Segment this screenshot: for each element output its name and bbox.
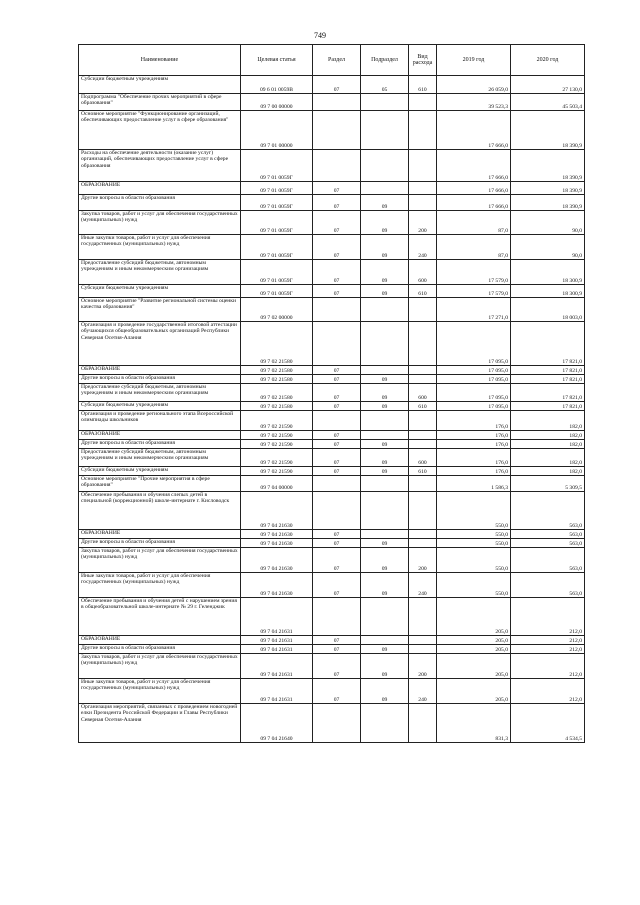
row-name: ОБРАЗОВАНИЕ — [79, 530, 241, 539]
row-value-2019: 550,0 — [437, 492, 511, 530]
row-name: ОБРАЗОВАНИЕ — [79, 431, 241, 440]
row-target-code: 09 7 02 21580 — [241, 384, 313, 402]
row-value-2019: 17 095,0 — [437, 366, 511, 375]
row-subsection: 09 — [361, 375, 409, 384]
row-value-2020: 563,0 — [511, 539, 585, 548]
row-value-2020: 563,0 — [511, 548, 585, 573]
row-subsection — [361, 431, 409, 440]
row-target-code: 09 7 04 21630 — [241, 573, 313, 598]
row-subsection: 09 — [361, 539, 409, 548]
row-target-code: 09 7 02 21590 — [241, 440, 313, 449]
table-row — [79, 76, 585, 94]
row-expense-type: 200 — [409, 211, 437, 235]
row-value-2020: 18 300,9 — [511, 285, 585, 298]
row-subsection: 09 — [361, 449, 409, 467]
header-subsection: Подраздел — [361, 45, 409, 76]
table-row — [79, 195, 585, 211]
row-value-2020: 212,0 — [511, 654, 585, 679]
table-row — [79, 235, 585, 260]
row-target-code: 09 7 02 21590 — [241, 467, 313, 476]
row-expense-type — [409, 440, 437, 449]
row-expense-type — [409, 94, 437, 111]
row-value-2019: 87,0 — [437, 235, 511, 260]
row-subsection — [361, 150, 409, 182]
header-section: Раздел — [313, 45, 361, 76]
row-name: Предоставление субсидий бюджетным, автономным учреждениям и иным некоммерческим организациям — [79, 384, 241, 402]
row-subsection — [361, 598, 409, 636]
row-section: 07 — [313, 548, 361, 573]
row-name: Организация мероприятий, связанных с проведением новогодней елки Президента Российской Федерации и Главы Республики Северная Осетия-Алания — [79, 704, 241, 743]
row-section: 07 — [313, 636, 361, 645]
row-target-code: 09 7 04 21630 — [241, 548, 313, 573]
row-name: Субсидии бюджетным учреждениям — [79, 402, 241, 411]
table-row — [79, 150, 585, 182]
row-target-code: 09 7 04 00000 — [241, 476, 313, 492]
row-subsection — [361, 94, 409, 111]
row-target-code: 09 7 02 21580 — [241, 375, 313, 384]
row-section — [313, 150, 361, 182]
row-subsection: 09 — [361, 679, 409, 704]
table-row — [79, 476, 585, 492]
row-subsection: 09 — [361, 260, 409, 285]
row-subsection: 09 — [361, 440, 409, 449]
table-row — [79, 449, 585, 467]
header-name: Наименование — [79, 45, 241, 76]
row-name: Предоставление субсидий бюджетным, автономным учреждениям и иным некоммерческим организациям — [79, 260, 241, 285]
row-expense-type — [409, 492, 437, 530]
row-expense-type: 600 — [409, 260, 437, 285]
row-value-2020: 212,0 — [511, 679, 585, 704]
row-name: ОБРАЗОВАНИЕ — [79, 636, 241, 645]
row-target-code: 09 7 04 21631 — [241, 636, 313, 645]
row-section: 07 — [313, 384, 361, 402]
table-row — [79, 285, 585, 298]
row-expense-type — [409, 322, 437, 366]
row-value-2019: 176,0 — [437, 449, 511, 467]
table-row — [79, 573, 585, 598]
row-expense-type: 240 — [409, 679, 437, 704]
row-target-code: 09 7 04 21640 — [241, 704, 313, 743]
table-row — [79, 411, 585, 431]
table-row — [79, 322, 585, 366]
row-target-code: 09 7 04 21631 — [241, 679, 313, 704]
row-name: Предоставление субсидий бюджетным, автономным учреждениям и иным некоммерческим организациям — [79, 449, 241, 467]
table-header-row — [79, 45, 585, 76]
row-expense-type — [409, 645, 437, 654]
row-value-2019: 550,0 — [437, 573, 511, 598]
row-value-2020: 18 390,9 — [511, 111, 585, 150]
row-target-code: 09 7 04 21630 — [241, 530, 313, 539]
row-subsection: 05 — [361, 76, 409, 94]
row-expense-type: 610 — [409, 467, 437, 476]
row-name: Обеспечение пребывания и обучения детей с нарушением зрения в общеобразовательной школе-интернате № 29 г. Геленджик — [79, 598, 241, 636]
row-section — [313, 492, 361, 530]
budget-table — [78, 44, 585, 743]
row-value-2020: 18 390,9 — [511, 150, 585, 182]
table-row — [79, 548, 585, 573]
row-target-code: 09 7 02 00000 — [241, 298, 313, 322]
row-value-2019: 17 666,0 — [437, 195, 511, 211]
row-target-code: 09 7 01 0059Г — [241, 235, 313, 260]
row-target-code: 09 7 04 21631 — [241, 598, 313, 636]
row-section: 07 — [313, 366, 361, 375]
row-target-code: 09 7 04 21630 — [241, 492, 313, 530]
row-name: Субсидии бюджетным учреждениям — [79, 467, 241, 476]
row-name: Основное мероприятие "Прочие мероприятия в сфере образования" — [79, 476, 241, 492]
row-value-2019: 17 095,0 — [437, 322, 511, 366]
row-name: Основное мероприятие "Развитие региональной системы оценки качества образования" — [79, 298, 241, 322]
row-target-code: 09 7 02 21590 — [241, 449, 313, 467]
row-value-2020: 182,0 — [511, 449, 585, 467]
row-expense-type — [409, 411, 437, 431]
row-value-2019: 26 059,0 — [437, 76, 511, 94]
row-target-code: 09 7 02 21580 — [241, 322, 313, 366]
row-value-2020: 27 130,0 — [511, 76, 585, 94]
row-subsection — [361, 298, 409, 322]
row-value-2019: 17 095,0 — [437, 402, 511, 411]
table-row — [79, 654, 585, 679]
row-target-code: 09 7 04 21631 — [241, 645, 313, 654]
row-section: 07 — [313, 539, 361, 548]
table-row — [79, 431, 585, 440]
table-row — [79, 539, 585, 548]
row-name: ОБРАЗОВАНИЕ — [79, 182, 241, 195]
row-name: Организация и проведение государственной итоговой аттестации обучающихся общеобразовательных организаций Республики Северная Осетия-Алания — [79, 322, 241, 366]
row-value-2020: 182,0 — [511, 431, 585, 440]
page-number: 749 — [314, 31, 326, 40]
row-name: Иные закупки товаров, работ и услуг для обеспечения государственных (муниципальных) нужд — [79, 235, 241, 260]
row-expense-type — [409, 111, 437, 150]
row-subsection — [361, 476, 409, 492]
row-value-2020: 17 821,0 — [511, 402, 585, 411]
row-value-2019: 39 523,3 — [437, 94, 511, 111]
row-target-code: 09 6 01 0059В — [241, 76, 313, 94]
row-value-2020: 5 309,5 — [511, 476, 585, 492]
table-row — [79, 384, 585, 402]
table-row — [79, 94, 585, 111]
row-value-2019: 550,0 — [437, 539, 511, 548]
table-body — [79, 76, 585, 743]
row-subsection — [361, 322, 409, 366]
row-section: 07 — [313, 431, 361, 440]
row-expense-type — [409, 530, 437, 539]
row-section: 07 — [313, 467, 361, 476]
row-section — [313, 322, 361, 366]
row-expense-type — [409, 182, 437, 195]
table-row — [79, 530, 585, 539]
table-row — [79, 375, 585, 384]
row-value-2019: 87,0 — [437, 211, 511, 235]
row-value-2020: 90,0 — [511, 211, 585, 235]
row-section: 07 — [313, 679, 361, 704]
row-expense-type: 610 — [409, 402, 437, 411]
row-section: 07 — [313, 211, 361, 235]
row-name: Основное мероприятие "Функционирование организаций, обеспечивающих предоставление услуг в сфере образования" — [79, 111, 241, 150]
row-name: Субсидии бюджетным учреждениям — [79, 76, 241, 94]
row-value-2020: 18 390,9 — [511, 195, 585, 211]
row-name: Закупка товаров, работ и услуг для обеспечения государственных (муниципальных) нужд — [79, 211, 241, 235]
row-name: Другие вопросы в области образования — [79, 645, 241, 654]
row-value-2019: 176,0 — [437, 431, 511, 440]
row-value-2020: 563,0 — [511, 530, 585, 539]
table-row — [79, 679, 585, 704]
row-section: 07 — [313, 449, 361, 467]
row-name: ОБРАЗОВАНИЕ — [79, 366, 241, 375]
row-target-code: 09 7 02 21590 — [241, 431, 313, 440]
row-section — [313, 598, 361, 636]
row-expense-type — [409, 375, 437, 384]
row-value-2020: 182,0 — [511, 411, 585, 431]
row-subsection — [361, 492, 409, 530]
row-target-code: 09 7 01 00000 — [241, 111, 313, 150]
row-section: 07 — [313, 530, 361, 539]
table-row — [79, 182, 585, 195]
row-value-2019: 205,0 — [437, 654, 511, 679]
row-target-code: 09 7 02 21590 — [241, 411, 313, 431]
row-target-code: 09 7 04 21630 — [241, 539, 313, 548]
row-expense-type — [409, 298, 437, 322]
table-row — [79, 298, 585, 322]
row-expense-type: 240 — [409, 573, 437, 598]
row-name: Организация и проведение регионального этапа Всероссийской олимпиады школьников — [79, 411, 241, 431]
row-section: 07 — [313, 573, 361, 598]
row-value-2020: 563,0 — [511, 492, 585, 530]
row-target-code: 09 7 01 0059Г — [241, 182, 313, 195]
row-name: Другие вопросы в области образования — [79, 375, 241, 384]
row-target-code: 09 7 01 0059Г — [241, 260, 313, 285]
row-target-code: 09 7 01 0059Г — [241, 211, 313, 235]
row-expense-type: 600 — [409, 449, 437, 467]
row-name: Подпрограмма "Обеспечение прочих мероприятий в сфере образования" — [79, 94, 241, 111]
table-row — [79, 211, 585, 235]
row-value-2019: 176,0 — [437, 440, 511, 449]
row-subsection: 09 — [361, 573, 409, 598]
row-value-2020: 17 821,0 — [511, 384, 585, 402]
row-section: 07 — [313, 440, 361, 449]
row-subsection — [361, 111, 409, 150]
row-expense-type: 200 — [409, 654, 437, 679]
table-row — [79, 260, 585, 285]
row-value-2019: 17 095,0 — [437, 375, 511, 384]
row-section: 07 — [313, 645, 361, 654]
row-value-2020: 18 300,9 — [511, 260, 585, 285]
row-expense-type — [409, 598, 437, 636]
row-value-2020: 17 821,0 — [511, 366, 585, 375]
row-value-2019: 1 586,3 — [437, 476, 511, 492]
row-target-code: 09 7 01 0059Г — [241, 150, 313, 182]
row-value-2019: 17 095,0 — [437, 384, 511, 402]
row-value-2020: 4 534,5 — [511, 704, 585, 743]
row-value-2019: 176,0 — [437, 467, 511, 476]
row-expense-type — [409, 366, 437, 375]
row-subsection: 09 — [361, 235, 409, 260]
row-subsection: 09 — [361, 467, 409, 476]
row-section — [313, 111, 361, 150]
row-section: 07 — [313, 182, 361, 195]
row-target-code: 09 7 04 21631 — [241, 654, 313, 679]
table-row — [79, 366, 585, 375]
row-value-2019: 205,0 — [437, 645, 511, 654]
row-section: 07 — [313, 375, 361, 384]
row-subsection — [361, 530, 409, 539]
row-name: Расходы на обеспечение деятельности (оказание услуг) организаций, обеспечивающих предоставление услуг в сфере образования — [79, 150, 241, 182]
row-section — [313, 298, 361, 322]
row-value-2019: 831,3 — [437, 704, 511, 743]
row-target-code: 09 7 00 00000 — [241, 94, 313, 111]
row-value-2019: 17 579,0 — [437, 260, 511, 285]
table-row — [79, 636, 585, 645]
row-value-2019: 205,0 — [437, 636, 511, 645]
row-name: Другие вопросы в области образования — [79, 195, 241, 211]
row-expense-type — [409, 704, 437, 743]
row-expense-type: 610 — [409, 285, 437, 298]
row-value-2020: 212,0 — [511, 598, 585, 636]
row-subsection — [361, 636, 409, 645]
row-value-2019: 550,0 — [437, 548, 511, 573]
table-row — [79, 598, 585, 636]
row-subsection — [361, 704, 409, 743]
table-row — [79, 402, 585, 411]
row-section — [313, 94, 361, 111]
row-value-2020: 212,0 — [511, 645, 585, 654]
table-row — [79, 645, 585, 654]
row-name: Закупка товаров, работ и услуг для обеспечения государственных (муниципальных) нужд — [79, 548, 241, 573]
row-subsection: 09 — [361, 548, 409, 573]
table-row — [79, 467, 585, 476]
row-expense-type — [409, 195, 437, 211]
table-row — [79, 111, 585, 150]
row-section: 07 — [313, 285, 361, 298]
row-expense-type — [409, 150, 437, 182]
row-value-2019: 205,0 — [437, 679, 511, 704]
row-value-2020: 182,0 — [511, 467, 585, 476]
row-value-2019: 550,0 — [437, 530, 511, 539]
row-value-2020: 45 503,4 — [511, 94, 585, 111]
row-value-2020: 17 821,0 — [511, 375, 585, 384]
row-value-2020: 563,0 — [511, 573, 585, 598]
row-subsection — [361, 182, 409, 195]
row-expense-type: 240 — [409, 235, 437, 260]
row-target-code: 09 7 01 0059Г — [241, 195, 313, 211]
row-value-2019: 17 666,0 — [437, 111, 511, 150]
header-2019: 2019 год — [437, 45, 511, 76]
row-expense-type: 200 — [409, 548, 437, 573]
row-value-2019: 17 579,0 — [437, 285, 511, 298]
table-row — [79, 704, 585, 743]
table-row — [79, 440, 585, 449]
row-target-code: 09 7 02 21580 — [241, 366, 313, 375]
row-subsection — [361, 366, 409, 375]
row-name: Другие вопросы в области образования — [79, 539, 241, 548]
row-value-2020: 212,0 — [511, 636, 585, 645]
row-value-2019: 205,0 — [437, 598, 511, 636]
row-name: Иные закупки товаров, работ и услуг для обеспечения государственных (муниципальных) нужд — [79, 679, 241, 704]
row-expense-type — [409, 636, 437, 645]
row-section: 07 — [313, 76, 361, 94]
row-name: Закупка товаров, работ и услуг для обеспечения государственных (муниципальных) нужд — [79, 654, 241, 679]
row-subsection: 09 — [361, 654, 409, 679]
row-value-2019: 17 271,0 — [437, 298, 511, 322]
row-name: Иные закупки товаров, работ и услуг для обеспечения государственных (муниципальных) нужд — [79, 573, 241, 598]
row-expense-type: 610 — [409, 76, 437, 94]
row-section: 07 — [313, 654, 361, 679]
row-section: 07 — [313, 195, 361, 211]
row-subsection — [361, 411, 409, 431]
row-name: Другие вопросы в области образования — [79, 440, 241, 449]
row-subsection: 09 — [361, 195, 409, 211]
row-subsection: 09 — [361, 645, 409, 654]
row-value-2019: 17 666,0 — [437, 150, 511, 182]
row-subsection: 09 — [361, 402, 409, 411]
row-section: 07 — [313, 260, 361, 285]
row-value-2020: 18 003,0 — [511, 298, 585, 322]
row-subsection: 09 — [361, 285, 409, 298]
row-value-2020: 18 390,9 — [511, 182, 585, 195]
row-value-2020: 17 821,0 — [511, 322, 585, 366]
row-value-2019: 17 666,0 — [437, 182, 511, 195]
row-target-code: 09 7 02 21580 — [241, 402, 313, 411]
row-name: Субсидии бюджетным учреждениям — [79, 285, 241, 298]
row-expense-type — [409, 431, 437, 440]
row-section — [313, 411, 361, 431]
row-section — [313, 704, 361, 743]
row-section: 07 — [313, 402, 361, 411]
row-section — [313, 476, 361, 492]
row-expense-type — [409, 476, 437, 492]
row-target-code: 09 7 01 0059Г — [241, 285, 313, 298]
row-expense-type: 600 — [409, 384, 437, 402]
row-subsection: 09 — [361, 211, 409, 235]
table-row — [79, 492, 585, 530]
row-name: Обеспечение пребывания и обучения слепых детей в специальной (коррекционной) школе-интернате г. Кисловодск — [79, 492, 241, 530]
header-code: Целевая статья — [241, 45, 313, 76]
row-value-2020: 90,0 — [511, 235, 585, 260]
header-expense-type: Вид расхода — [409, 45, 437, 76]
row-subsection: 09 — [361, 384, 409, 402]
row-value-2019: 176,0 — [437, 411, 511, 431]
header-2020: 2020 год — [511, 45, 585, 76]
row-value-2020: 182,0 — [511, 440, 585, 449]
row-expense-type — [409, 539, 437, 548]
row-section: 07 — [313, 235, 361, 260]
